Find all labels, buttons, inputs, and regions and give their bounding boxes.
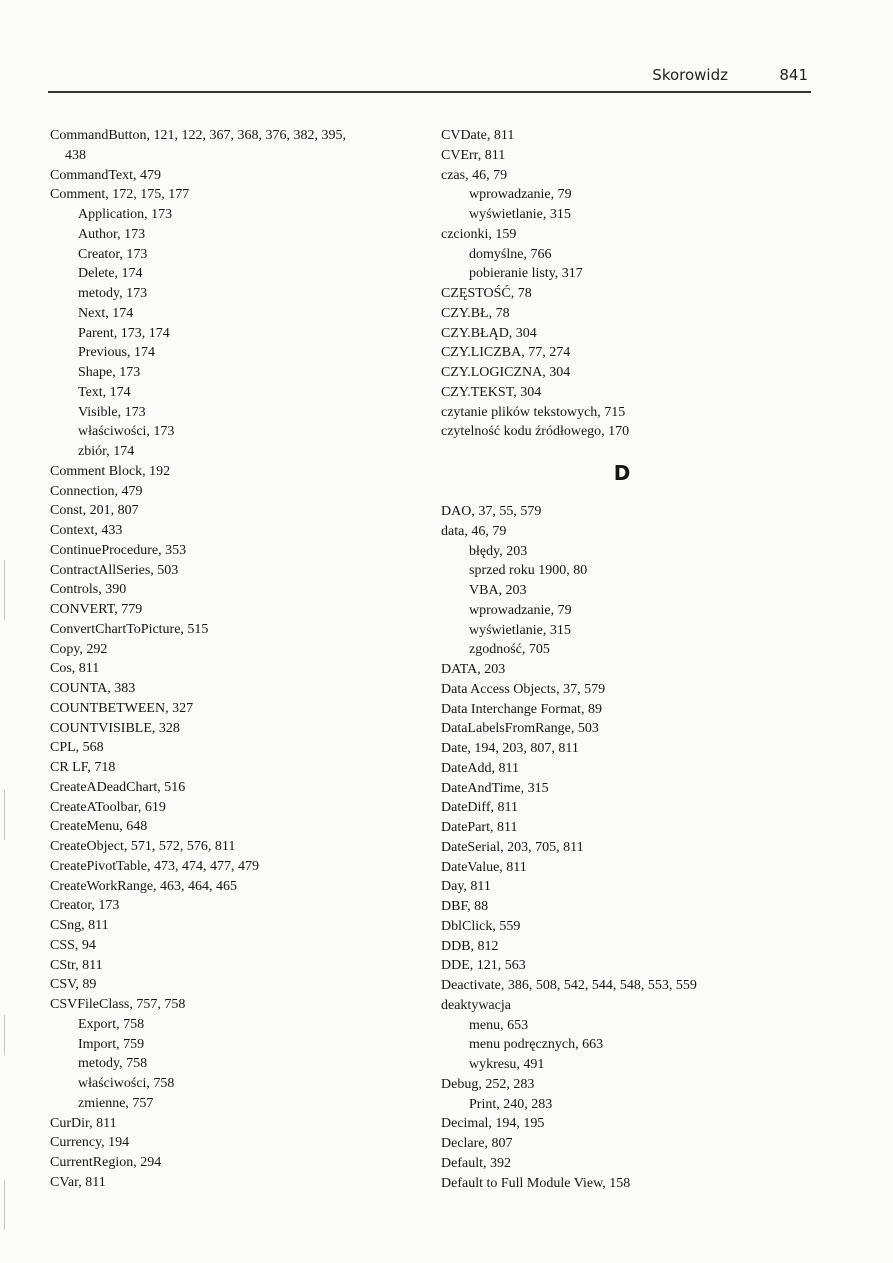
index-subentry: Text, 174 (78, 384, 131, 400)
index-subentry: pobieranie listy, 317 (469, 266, 583, 282)
index-entry: CZY.LOGICZNA, 304 (441, 365, 571, 380)
scan-mark (4, 790, 5, 840)
index-entry: CZĘSTOŚĆ, 78 (441, 286, 532, 301)
index-entry: COUNTVISIBLE, 328 (50, 720, 180, 736)
index-entry: Data Interchange Format, 89 (441, 701, 602, 717)
index-entry: CreateObject, 571, 572, 576, 811 (50, 839, 236, 854)
index-subentry: wyświetlanie, 315 (469, 207, 571, 222)
scan-mark (4, 560, 5, 620)
index-entry: DateAndTime, 315 (441, 780, 549, 796)
index-entry: CZY.BŁĄD, 304 (441, 325, 537, 341)
index-entry: CVErr, 811 (441, 147, 506, 163)
index-subentry: właściwości, 173 (78, 424, 175, 440)
index-entry: Data Access Objects, 37, 579 (441, 681, 606, 697)
index-entry: CR LF, 718 (50, 760, 116, 775)
index-entry: data, 46, 79 (441, 523, 507, 539)
index-entry: Cos, 811 (50, 661, 100, 677)
index-entry: CommandButton, 121, 122, 367, 368, 376, 382, 395, (50, 128, 346, 143)
index-subentry: Previous, 174 (78, 345, 155, 361)
index-entry: Debug, 252, 283 (441, 1076, 535, 1092)
index-entry: CreateAToolbar, 619 (50, 799, 166, 815)
index-entry: CVDate, 811 (441, 128, 515, 143)
index-entry: CSVFileClass, 757, 758 (50, 997, 186, 1012)
index-entry: Decimal, 194, 195 (441, 1116, 545, 1132)
index-entry: ContinueProcedure, 353 (50, 542, 187, 558)
index-entry: czcionki, 159 (441, 226, 517, 242)
index-subentry: Export, 758 (78, 1016, 145, 1032)
index-entry: CZY.LICZBA, 77, 274 (441, 345, 571, 361)
index-column-right (441, 126, 821, 1193)
index-entry: DateSerial, 203, 705, 811 (441, 839, 584, 855)
index-entry: deaktywacja (441, 997, 511, 1013)
index-subentry: metody, 758 (78, 1056, 148, 1072)
index-entry: czytanie plików tekstowych, 715 (441, 404, 626, 420)
header-rule (48, 91, 811, 93)
index-entry: DblClick, 559 (441, 918, 521, 934)
index-entry: Connection, 479 (50, 483, 143, 499)
index-entry: CPL, 568 (50, 740, 104, 756)
index-entry: Comment Block, 192 (50, 463, 171, 479)
index-entry: Comment, 172, 175, 177 (50, 187, 190, 203)
index-letter-heading: D (613, 461, 631, 485)
page-number: 841 (779, 66, 808, 84)
index-subentry: Parent, 173, 174 (78, 325, 170, 341)
index-entry: CZY.BŁ, 78 (441, 305, 510, 321)
index-entry: CommandText, 479 (50, 167, 162, 183)
index-entry: CSng, 811 (50, 918, 109, 933)
index-entry: czytelność kodu źródłowego, 170 (441, 424, 630, 440)
section-title: Skorowidz (652, 66, 728, 84)
index-entry: DAO, 37, 55, 579 (441, 504, 542, 519)
index-entry: CurDir, 811 (50, 1115, 117, 1131)
index-entry: CreateWorkRange, 463, 464, 465 (50, 878, 238, 894)
index-subentry: Application, 173 (78, 207, 173, 222)
index-subentry: właściwości, 758 (78, 1076, 175, 1091)
index-subentry: Visible, 173 (78, 404, 146, 420)
index-entry: DateDiff, 811 (441, 800, 518, 816)
index-column-left (50, 126, 430, 1193)
index-subentry: Creator, 173 (78, 246, 148, 262)
index-subentry: wprowadzanie, 79 (469, 602, 572, 618)
index-entry: DDB, 812 (441, 938, 499, 954)
index-entry: Declare, 807 (441, 1136, 513, 1151)
index-subentry: Author, 173 (78, 226, 146, 242)
index-subentry: sprzed roku 1900, 80 (469, 563, 588, 579)
index-subentry: Delete, 174 (78, 266, 143, 282)
index-entry: Currency, 194 (50, 1135, 130, 1151)
index-entry: Default to Full Module View, 158 (441, 1175, 631, 1191)
index-subentry: zgodność, 705 (469, 642, 550, 658)
index-subentry: Shape, 173 (78, 365, 141, 380)
index-entry: Date, 194, 203, 807, 811 (441, 741, 579, 756)
index-entry: CSS, 94 (50, 937, 96, 953)
index-subentry: zbiór, 174 (78, 444, 135, 459)
index-entry: ConvertChartToPicture, 515 (50, 621, 209, 637)
index-entry: CreateMenu, 648 (50, 819, 148, 835)
index-entry: Default, 392 (441, 1155, 511, 1171)
index-entry: DBF, 88 (441, 899, 489, 914)
index-entry: CurrentRegion, 294 (50, 1155, 162, 1170)
index-subentry: menu, 653 (469, 1017, 529, 1033)
index-subentry: Next, 174 (78, 305, 134, 321)
index-entry: COUNTBETWEEN, 327 (50, 700, 194, 716)
index-entry: czas, 46, 79 (441, 167, 508, 183)
index-subentry: Print, 240, 283 (469, 1096, 553, 1112)
running-header (48, 62, 810, 90)
scan-mark (4, 1180, 5, 1230)
index-entry: CVar, 811 (50, 1174, 106, 1190)
index-entry: 438 (65, 147, 86, 163)
index-entry: CreatePivotTable, 473, 474, 477, 479 (50, 858, 259, 874)
index-subentry: Import, 759 (78, 1036, 145, 1052)
index-subentry: metody, 173 (78, 286, 148, 301)
index-entry: DateAdd, 811 (441, 760, 520, 776)
index-subentry: VBA, 203 (469, 583, 527, 598)
index-subentry: menu podręcznych, 663 (469, 1037, 604, 1053)
index-entry: CSV, 89 (50, 977, 97, 993)
index-entry: ContractAllSeries, 503 (50, 562, 179, 578)
index-entry: DATA, 203 (441, 662, 506, 677)
index-entry: DateValue, 811 (441, 859, 527, 875)
index-subentry: wykresu, 491 (469, 1057, 545, 1072)
index-entry: CreateADeadChart, 516 (50, 779, 186, 795)
index-entry: Copy, 292 (50, 641, 108, 657)
index-entry: Controls, 390 (50, 582, 127, 598)
index-subentry: wprowadzanie, 79 (469, 187, 572, 203)
index-subentry: wyświetlanie, 315 (469, 622, 571, 638)
index-entry: DatePart, 811 (441, 820, 518, 835)
index-entry: CZY.TEKST, 304 (441, 384, 542, 400)
index-entry: Const, 201, 807 (50, 503, 139, 519)
index-subentry: domyślne, 766 (469, 246, 552, 262)
index-entry: CStr, 811 (50, 957, 103, 973)
index-entry: DDE, 121, 563 (441, 958, 526, 974)
index-subentry: błędy, 203 (469, 543, 528, 559)
index-entry: Day, 811 (441, 879, 491, 895)
index-entry: COUNTA, 383 (50, 681, 136, 696)
index-entry: Context, 433 (50, 523, 123, 538)
index-entry: CONVERT, 779 (50, 602, 143, 617)
index-entry: DataLabelsFromRange, 503 (441, 721, 599, 737)
index-subentry: zmienne, 757 (78, 1095, 154, 1111)
index-entry: Deactivate, 386, 508, 542, 544, 548, 553, 559 (441, 978, 697, 993)
scan-mark (4, 1015, 5, 1055)
index-entry: Creator, 173 (50, 898, 120, 914)
